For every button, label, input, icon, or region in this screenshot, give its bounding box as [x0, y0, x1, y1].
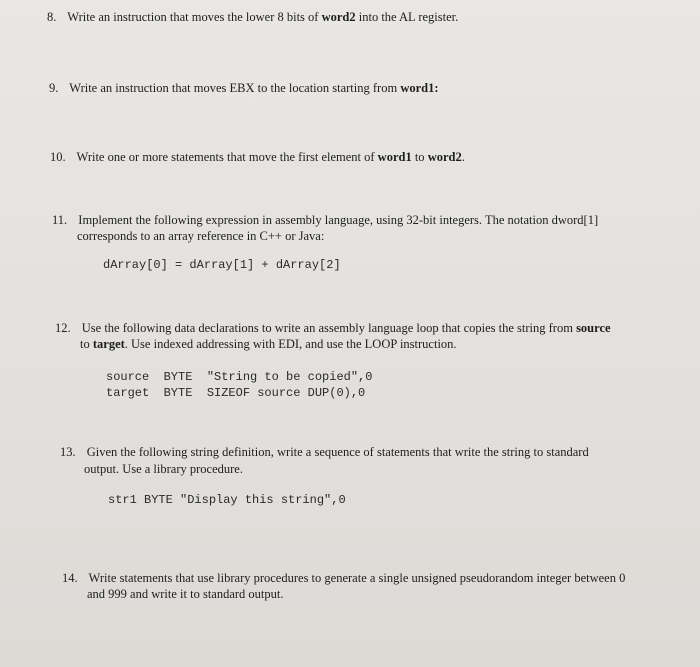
- question-number: 8.: [47, 10, 57, 24]
- question-text-line1: [82, 321, 611, 335]
- question-number: 13.: [60, 445, 76, 459]
- question-number: 12.: [55, 321, 71, 335]
- text-segment: Use the following data declarations to write an assembly language loop that copies the string from: [81, 321, 577, 335]
- question-13-line2: output. Use a library procedure.: [84, 462, 243, 476]
- question-text-line2: [80, 337, 457, 351]
- text-segment: .: [461, 150, 465, 164]
- question-11: [52, 212, 598, 228]
- question-number: 9.: [49, 81, 59, 95]
- question-text-line1: Given the following string definition, write a sequence of statements that write the string to standard: [86, 445, 589, 459]
- question-text: [67, 10, 458, 24]
- text-segment: . Use indexed addressing with EDI, and use the LOOP instruction.: [124, 337, 457, 351]
- question-12-line2: [80, 336, 457, 352]
- bold-term: word1: [377, 150, 412, 164]
- code-target-declaration: target BYTE SIZEOF source DUP(0),0: [106, 386, 366, 400]
- code-source-declaration: source BYTE "String to be copied",0: [106, 370, 373, 384]
- text-segment: into the AL register.: [355, 10, 459, 24]
- question-number: 10.: [50, 150, 66, 164]
- question-text-line1: Write statements that use library procedures to generate a single unsigned pseudorandom integer between 0: [88, 571, 626, 585]
- question-text: [69, 81, 438, 95]
- question-number: 11.: [52, 213, 68, 227]
- question-14-line2: and 999 and write it to standard output.: [87, 587, 284, 601]
- question-8: [47, 9, 458, 25]
- bold-term: word2: [427, 150, 462, 164]
- bold-term: word1:: [400, 81, 439, 95]
- text-segment: Write an instruction that moves the lower 8 bits of: [67, 10, 322, 24]
- question-11-line2: corresponds to an array reference in C++ or Java:: [77, 229, 325, 243]
- question-text: [77, 150, 465, 164]
- code-expression: dArray[0] = dArray[1] + dArray[2]: [103, 258, 341, 272]
- question-number: 14.: [62, 571, 78, 585]
- question-14: [62, 570, 625, 586]
- bold-term: target: [92, 337, 125, 351]
- code-string-definition: str1 BYTE "Display this string",0: [108, 493, 346, 507]
- text-segment: to: [411, 150, 428, 164]
- text-segment: Write one or more statements that move the first element of: [76, 150, 378, 164]
- bold-term: word2: [321, 10, 356, 24]
- text-segment: to: [80, 337, 93, 351]
- question-10: [50, 149, 465, 165]
- question-13: [60, 444, 589, 460]
- question-9: [49, 80, 439, 96]
- question-text-line1: Implement the following expression in assembly language, using 32-bit integers. The notation dword[1]: [78, 213, 599, 227]
- bold-term: source: [576, 321, 611, 335]
- question-12: [55, 320, 611, 336]
- text-segment: Write an instruction that moves EBX to the location starting from: [69, 81, 401, 95]
